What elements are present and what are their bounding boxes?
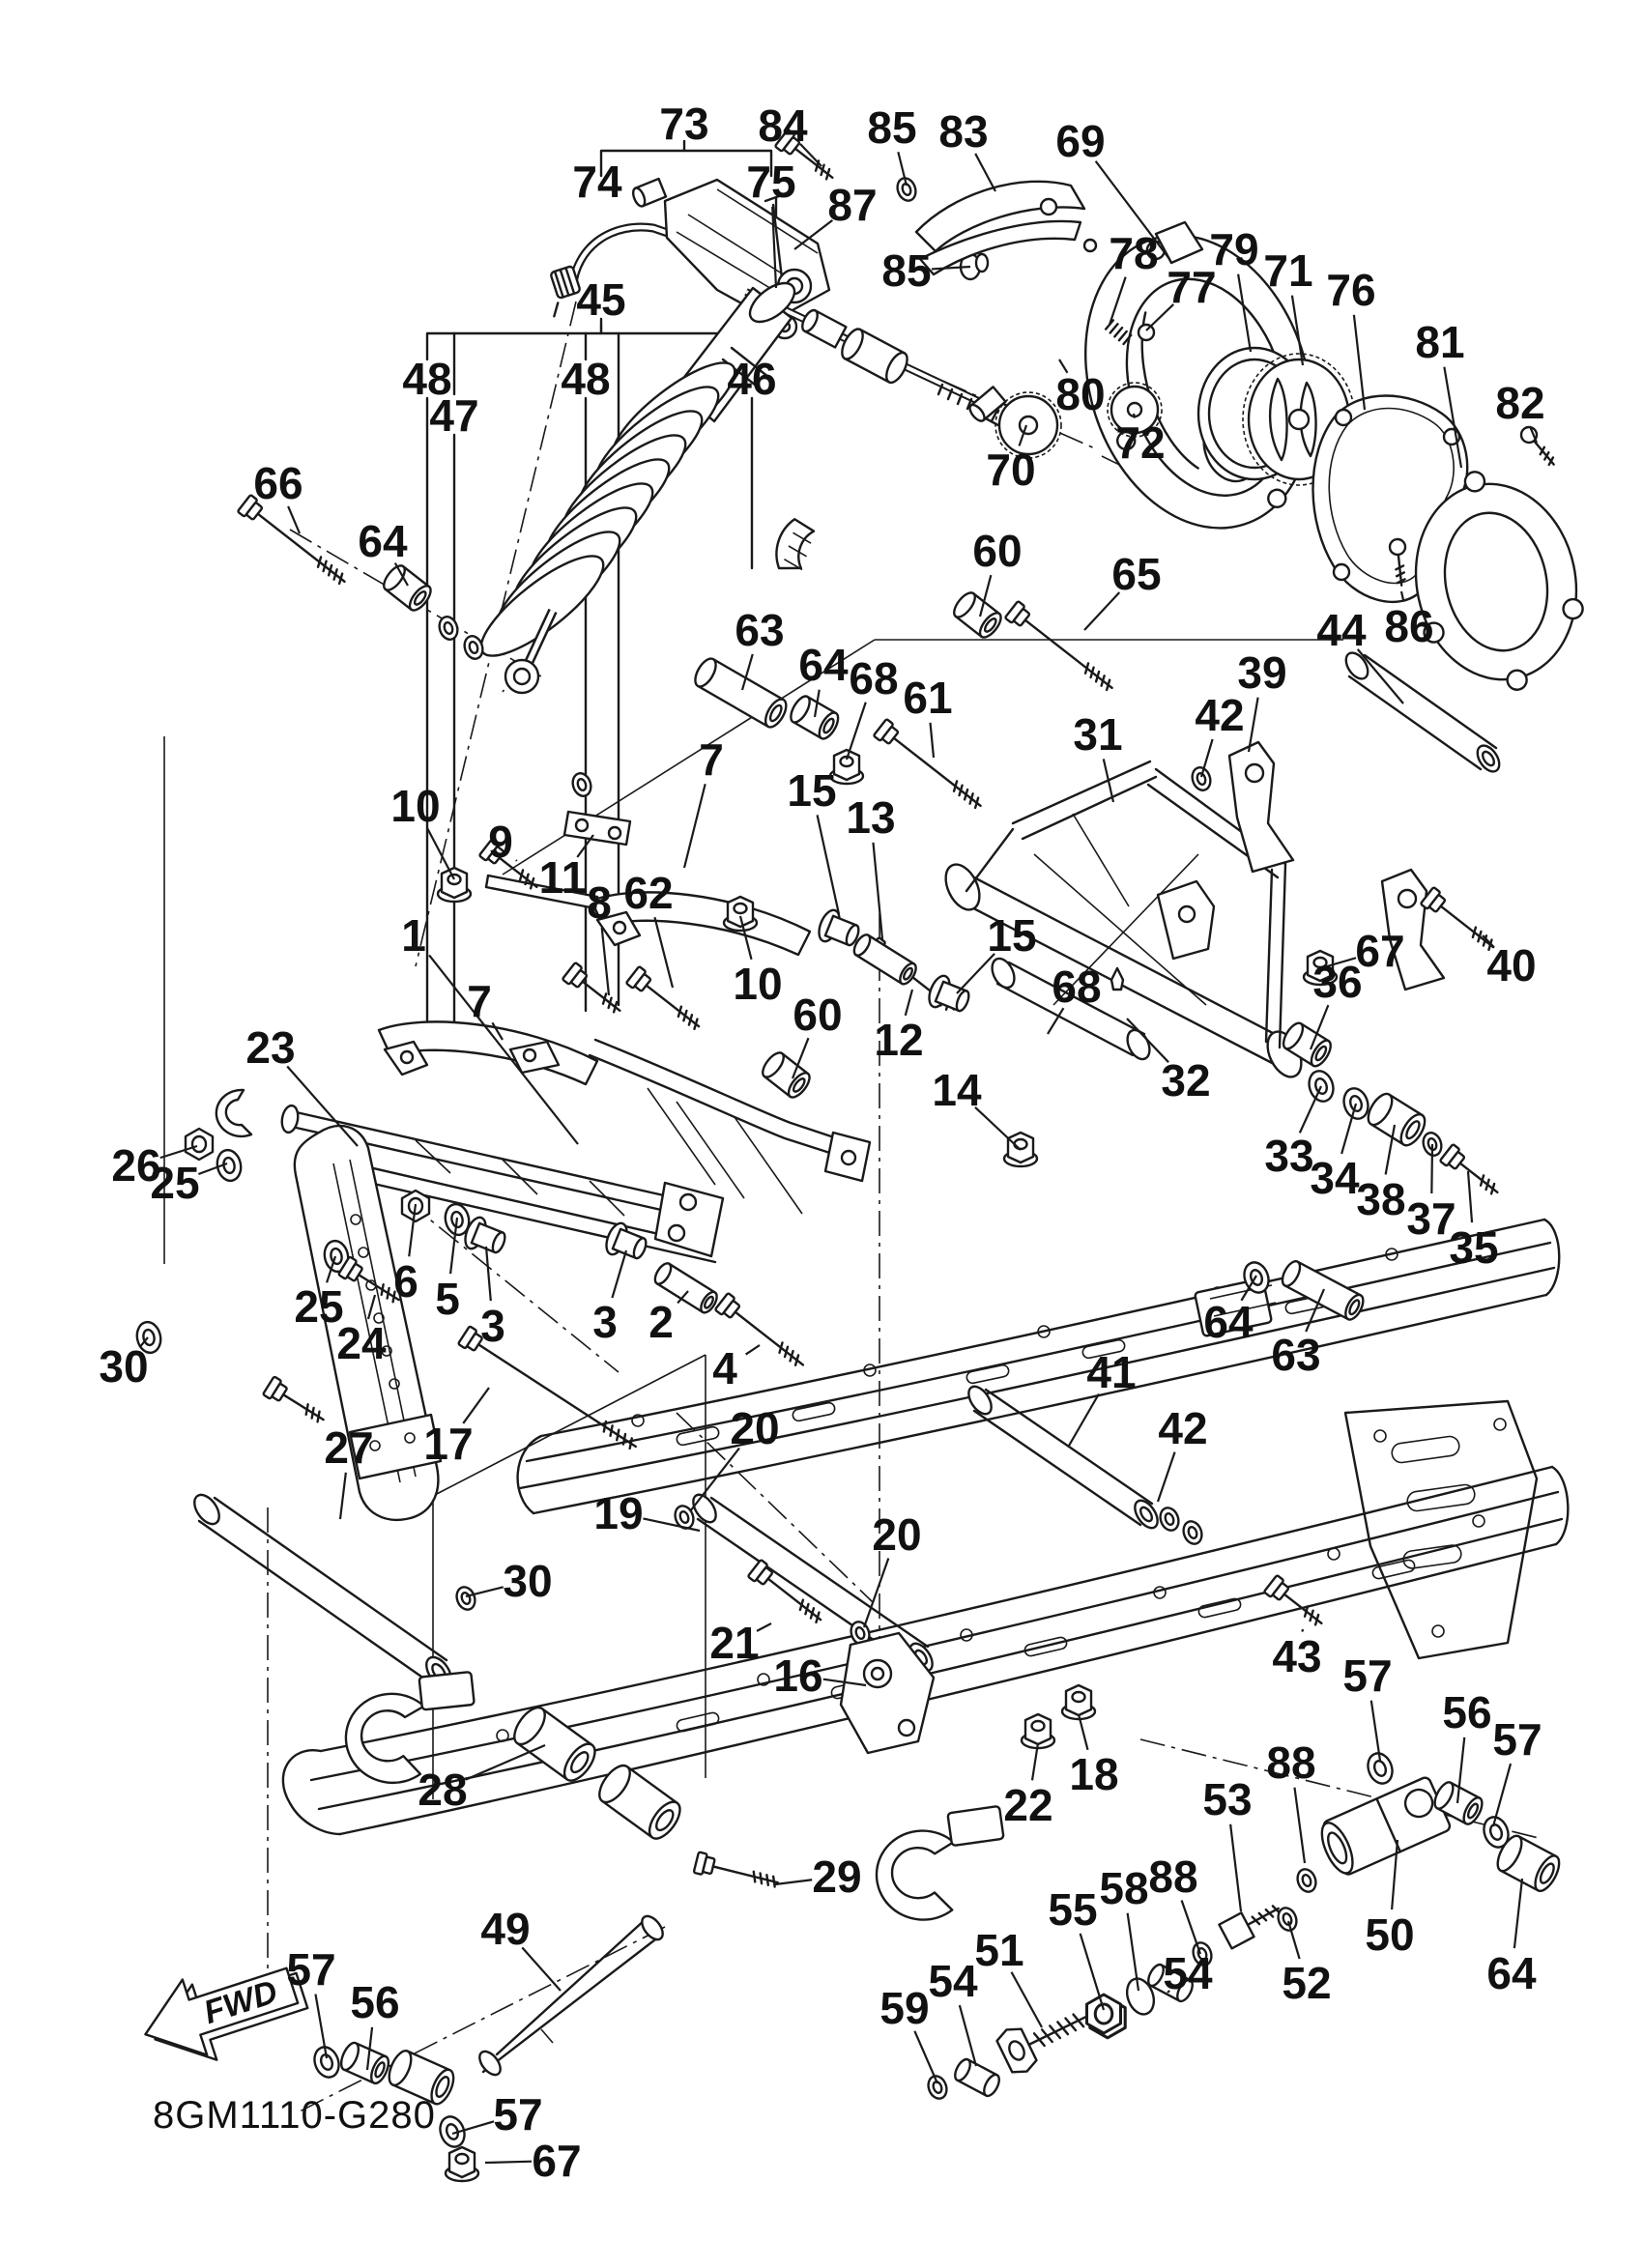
part-callout: 57 <box>1492 1714 1542 1765</box>
part-callout: 5 <box>435 1274 460 1324</box>
nut-55 <box>1087 1995 1121 2033</box>
collar-63 <box>691 655 791 731</box>
part-callout: 82 <box>1495 378 1545 428</box>
bolt-8 <box>562 962 626 1019</box>
part-callout: 48 <box>561 354 611 404</box>
part-callout: 60 <box>793 990 843 1040</box>
part-callout: 67 <box>1355 926 1405 976</box>
leader-line <box>1182 1901 1200 1954</box>
part-callout: 75 <box>746 157 796 207</box>
leader-line <box>654 917 673 988</box>
part-callout: 28 <box>418 1765 468 1815</box>
washer-42 <box>1157 1506 1181 1534</box>
part-callout: 36 <box>1312 957 1363 1007</box>
part-callout: 70 <box>986 445 1036 495</box>
bushing-28 <box>593 1761 685 1844</box>
leader-line <box>486 1247 491 1301</box>
part-callout: 43 <box>1272 1631 1322 1681</box>
leader-line <box>485 2162 532 2163</box>
leader-line <box>873 843 882 939</box>
part-callout: 56 <box>350 1977 400 2027</box>
part-callout: 31 <box>1073 709 1123 760</box>
part-callout: 65 <box>1111 549 1162 599</box>
flange-nut-18 <box>1062 1685 1095 1719</box>
part-callout: 33 <box>1264 1131 1314 1181</box>
part-callout: 30 <box>99 1341 149 1392</box>
part-callout: 67 <box>532 2136 582 2186</box>
leader-line <box>1514 1879 1522 1948</box>
part-callout: 86 <box>1384 601 1434 651</box>
leader-line <box>960 2005 976 2066</box>
part-callout: 56 <box>1442 1687 1492 1737</box>
bushing-38 <box>1364 1090 1429 1149</box>
leader-line <box>1354 315 1365 410</box>
part-callout: 25 <box>150 1158 200 1208</box>
washer-88 <box>1294 1867 1318 1895</box>
bolt-24 <box>263 1376 329 1428</box>
leader-line <box>522 1947 561 1991</box>
washer-85 <box>894 176 918 204</box>
bolt-65 <box>1005 601 1119 697</box>
leader-line <box>602 928 609 995</box>
washer-57 <box>436 2113 468 2150</box>
part-callout: 42 <box>1158 1403 1208 1453</box>
part-callout: 85 <box>867 102 917 153</box>
collar-13 <box>851 933 919 987</box>
part-callout: 87 <box>827 180 878 230</box>
leader-line <box>1158 1452 1175 1502</box>
part-callout: 7 <box>467 976 492 1026</box>
part-callout: 53 <box>1202 1774 1253 1824</box>
leader-line <box>775 1880 812 1884</box>
leader-line <box>975 1107 1021 1150</box>
washer <box>437 615 461 642</box>
part-callout: 88 <box>1148 1852 1198 1902</box>
part-callout: 81 <box>1415 317 1465 367</box>
part-callout: 66 <box>253 458 303 508</box>
part-callout: 55 <box>1048 1884 1098 1935</box>
leader-line <box>906 990 912 1016</box>
part-callout: 3 <box>480 1301 505 1351</box>
bolt-66 <box>238 495 352 590</box>
part-callout: 29 <box>812 1852 862 1902</box>
part-callout: 47 <box>429 390 479 441</box>
leader-line <box>427 828 454 879</box>
washer-59 <box>925 2074 949 2102</box>
flange-nut-10 <box>438 868 471 902</box>
part-callout: 88 <box>1266 1737 1316 1788</box>
leader-line <box>818 815 839 914</box>
washer <box>1180 1519 1204 1547</box>
part-callout: 44 <box>1316 605 1367 655</box>
part-callout: 4 <box>712 1343 737 1393</box>
part-callout: 63 <box>735 605 785 655</box>
part-callout: 64 <box>1203 1297 1254 1347</box>
part-callout: 16 <box>773 1651 823 1701</box>
tension-lever-83 <box>916 182 1096 274</box>
part-callout: 8 <box>587 877 612 928</box>
bolt-62 <box>626 966 706 1035</box>
bushing-28 <box>508 1703 600 1786</box>
part-callout: 20 <box>872 1509 922 1560</box>
screw-82 <box>1518 424 1560 470</box>
part-callout: 61 <box>903 673 953 723</box>
part-callout: 38 <box>1356 1174 1406 1224</box>
diagram-code: 8GM1110-G280 <box>153 2094 436 2137</box>
leader-line <box>1081 1934 1104 2010</box>
leader-line <box>612 1250 626 1298</box>
bushing-60 <box>759 1049 813 1101</box>
leader-line <box>746 1345 760 1355</box>
part-callout: 15 <box>787 765 837 816</box>
part-callout: 35 <box>1449 1222 1499 1273</box>
collar-54 <box>952 2057 1002 2099</box>
washer-30 <box>453 1585 477 1613</box>
part-callout: 50 <box>1365 1909 1415 1960</box>
part-callout: 85 <box>881 245 932 296</box>
part-callout: 27 <box>324 1422 374 1473</box>
part-callout: 11 <box>538 852 587 903</box>
part-callout: 64 <box>358 516 408 566</box>
part-callout: 10 <box>390 781 441 831</box>
part-callout: 62 <box>623 868 674 918</box>
flange-nut-22 <box>1022 1714 1054 1748</box>
part-callout: 64 <box>798 640 849 690</box>
part-callout: 20 <box>730 1403 780 1453</box>
part-callout: 48 <box>402 354 452 404</box>
part-callout: 26 <box>111 1140 161 1191</box>
bushing-64 <box>787 694 842 742</box>
leader-line <box>684 784 706 868</box>
leader-line <box>1468 1171 1472 1222</box>
part-callout: 39 <box>1237 647 1287 698</box>
part-callout: 41 <box>1086 1347 1137 1397</box>
part-callout: 57 <box>1342 1651 1393 1701</box>
part-callout: 71 <box>1263 245 1313 296</box>
leader-line <box>931 723 934 758</box>
part-callout: 78 <box>1109 228 1159 278</box>
part-callout: 42 <box>1195 690 1245 740</box>
part-callout: 40 <box>1486 940 1537 990</box>
bump-stop-46 <box>761 514 827 580</box>
rear-mounting-plate <box>1345 1401 1537 1658</box>
part-callout: 49 <box>480 1904 531 1954</box>
part-callout: 59 <box>879 1983 930 2033</box>
ball-77 <box>1139 325 1154 340</box>
part-callout: 12 <box>874 1015 924 1065</box>
part-callout: 72 <box>1115 417 1166 468</box>
bolt-29 <box>694 1852 781 1892</box>
part-callout: 52 <box>1282 1958 1332 2008</box>
part-callout: 57 <box>493 2089 543 2139</box>
part-callout: 10 <box>733 959 783 1009</box>
shoulder-screw-53 <box>1219 1897 1284 1949</box>
part-callout: 63 <box>1271 1330 1321 1380</box>
bushing-60 <box>950 589 1004 641</box>
part-callout: 51 <box>974 1925 1024 1975</box>
part-callout: 32 <box>1161 1055 1211 1105</box>
part-callout: 46 <box>727 354 777 404</box>
flange-nut-67 <box>446 2147 478 2181</box>
bushing-15 <box>925 973 973 1019</box>
part-callout: 77 <box>1167 262 1217 312</box>
leader-line <box>1104 759 1113 802</box>
leader-line <box>847 703 866 760</box>
part-callout: 83 <box>938 106 989 157</box>
bracket-39 <box>1229 742 1444 990</box>
flange-nut-10 <box>724 897 757 931</box>
washer-42 <box>1190 765 1214 792</box>
part-callout: 80 <box>1055 369 1106 419</box>
part-callout: 7 <box>699 734 724 785</box>
part-callout: 22 <box>1003 1780 1053 1830</box>
leader-line <box>1294 1788 1305 1863</box>
part-callout: 25 <box>294 1281 344 1332</box>
part-callout: 9 <box>488 817 513 867</box>
part-callout: 21 <box>709 1618 760 1668</box>
rod-41 <box>965 1383 1163 1533</box>
part-callout: 37 <box>1406 1193 1456 1244</box>
part-callout: 2 <box>649 1297 674 1347</box>
part-callout: 79 <box>1209 224 1259 274</box>
shaft-27 <box>189 1490 456 1690</box>
bushing-56 <box>338 2040 392 2085</box>
part-callout: 54 <box>928 1956 978 2006</box>
part-callout: 15 <box>987 910 1037 961</box>
bolt-35 <box>1440 1144 1504 1201</box>
part-callout: 76 <box>1326 265 1376 315</box>
rail-shoe <box>872 1794 1007 1927</box>
part-callout: 3 <box>592 1297 618 1347</box>
part-callout: 60 <box>972 526 1023 576</box>
part-callout: 68 <box>1052 962 1102 1012</box>
part-callout: 34 <box>1310 1153 1360 1203</box>
part-callout: 30 <box>503 1556 553 1606</box>
part-callout: 13 <box>846 792 896 843</box>
part-callout: 74 <box>572 157 622 207</box>
nut-26 <box>186 1129 213 1160</box>
part-callout: 58 <box>1099 1863 1149 1913</box>
part-callout: 57 <box>286 1944 336 1995</box>
leader-line <box>975 154 995 191</box>
leader-line <box>466 1745 545 1780</box>
part-callout: 6 <box>393 1256 418 1306</box>
part-callout: 54 <box>1163 1948 1213 1998</box>
part-callout: 84 <box>758 100 808 151</box>
part-callout: 73 <box>659 99 709 149</box>
bushing-3 <box>602 1220 650 1266</box>
leader-line <box>1012 1972 1042 2027</box>
washer-57 <box>310 2044 342 2081</box>
part-callout: 68 <box>849 653 899 703</box>
leader-line <box>1431 1144 1432 1193</box>
part-callout: 23 <box>245 1022 296 1073</box>
part-callout: 18 <box>1069 1749 1119 1799</box>
leader-line <box>288 506 300 533</box>
leader-line <box>914 2031 937 2083</box>
part-callout: 14 <box>932 1065 982 1115</box>
part-callout: 45 <box>576 274 626 325</box>
washer <box>570 771 594 798</box>
leader-line <box>1493 1764 1511 1826</box>
leader-line <box>1230 1824 1241 1911</box>
part-callout: 64 <box>1486 1948 1537 1998</box>
fwd-label: FWD <box>199 1973 282 2032</box>
part-callout: 19 <box>593 1488 644 1538</box>
part-callout: 69 <box>1055 116 1106 166</box>
shock-rod-50 <box>1314 1776 1451 1880</box>
part-callout: 24 <box>336 1318 387 1368</box>
leader-line <box>1371 1701 1380 1761</box>
leader-line <box>340 1473 346 1519</box>
leader-line <box>516 860 517 861</box>
part-callout: 17 <box>423 1419 474 1469</box>
part-callout: 1 <box>401 910 426 961</box>
